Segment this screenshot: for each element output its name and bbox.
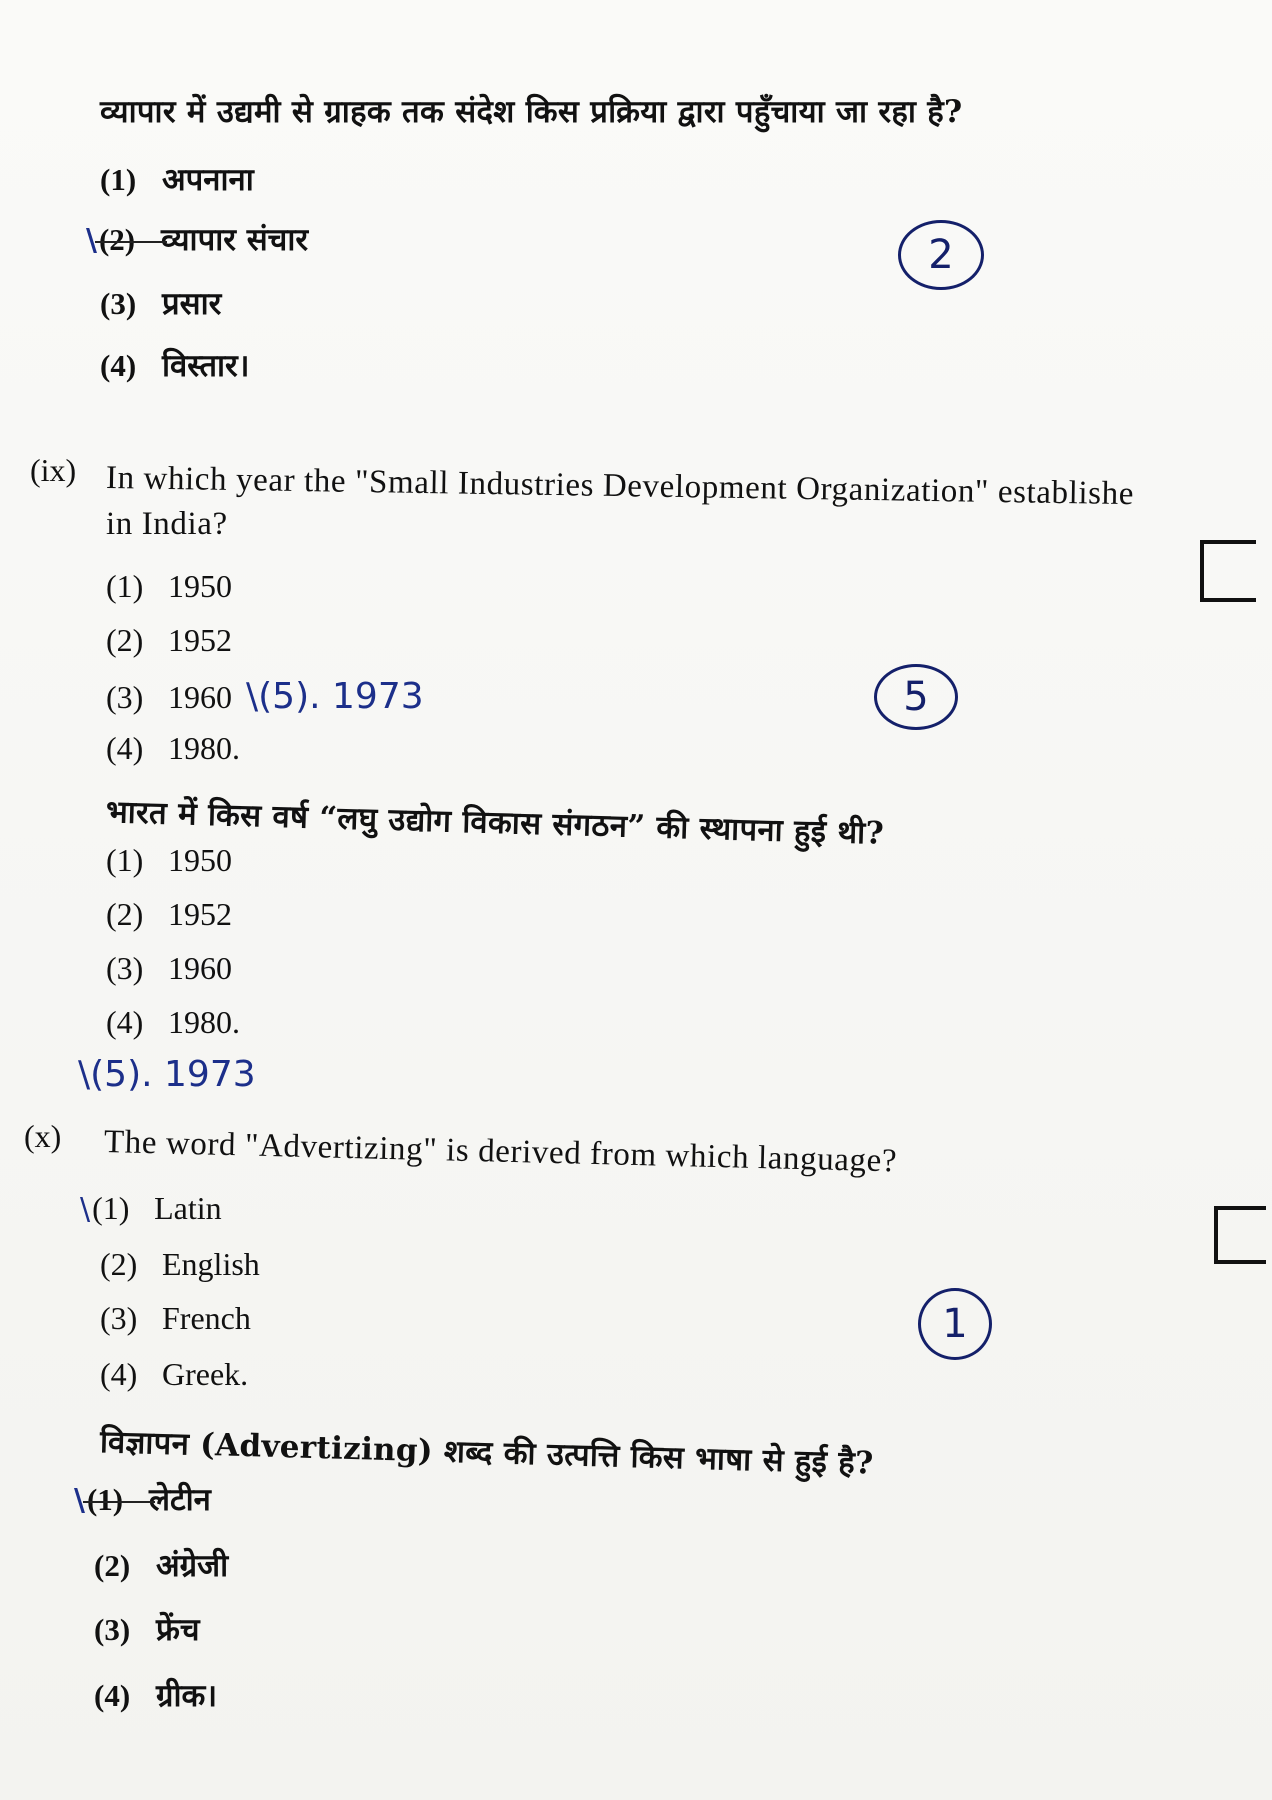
marks-box <box>1200 540 1256 602</box>
q8-hindi-question: व्यापार में उद्यमी से ग्राहक तक संदेश किस प्रक्रिया द्वारा पहुँचाया जा रहा है? <box>100 94 963 130</box>
option-text: Latin <box>154 1190 222 1226</box>
q9-english-question-line2: in India? <box>106 506 228 542</box>
option-text: 1950 <box>168 842 232 878</box>
q10-en-option-1 <box>80 1190 222 1227</box>
q10-hi-option-4 <box>94 1674 217 1716</box>
option-text: 1980. <box>168 1004 240 1040</box>
option-text: अपनाना <box>162 162 254 198</box>
option-text: विस्तार। <box>162 348 250 384</box>
option-text: फ्रेंच <box>156 1612 200 1648</box>
option-number: (2) <box>106 622 144 658</box>
circled-answer: 5 <box>874 664 958 730</box>
option-number: (3) <box>100 286 137 321</box>
option-number: (1) <box>87 1482 149 1518</box>
q10-hi-option-1 <box>74 1478 211 1520</box>
q8-option-4 <box>100 344 249 386</box>
option-text: 1960 <box>168 679 232 715</box>
option-number: (3) <box>100 1300 138 1336</box>
q10-en-option-4 <box>100 1356 248 1393</box>
q10-hi-option-3 <box>94 1608 200 1650</box>
option-number: (1) <box>92 1190 130 1226</box>
q8-option-2 <box>86 218 308 260</box>
option-text: Greek. <box>162 1356 249 1392</box>
option-number: (1) <box>100 162 137 197</box>
option-text: French <box>162 1300 251 1336</box>
option-text: लेटीन <box>148 1482 211 1518</box>
q9-en-option-1 <box>106 568 232 605</box>
circled-answer: 2 <box>898 220 984 290</box>
option-text: 1952 <box>168 622 232 658</box>
option-number: (3) <box>106 950 144 986</box>
handwritten-answer: \(5). 1973 <box>246 676 424 717</box>
option-text: ग्रीक। <box>156 1678 218 1714</box>
option-text: English <box>162 1246 260 1282</box>
q9-en-option-3 <box>106 676 424 717</box>
q9-en-option-2 <box>106 622 232 659</box>
option-text: 1960 <box>168 950 232 986</box>
option-text: 1980. <box>168 730 240 766</box>
q8-option-3 <box>100 282 221 324</box>
option-number: (4) <box>100 1356 138 1392</box>
q10-english-question: The word "Advertizing" is derived from which language? <box>103 1124 898 1180</box>
circled-answer: 1 <box>918 1288 992 1360</box>
option-text: अंग्रेजी <box>156 1548 229 1584</box>
q8-option-1 <box>100 158 254 200</box>
q9-number: (ix) <box>30 452 77 488</box>
tick-mark: \ <box>80 1192 91 1227</box>
q10-hindi-question: विज्ञापन (Advertizing) शब्द की उत्पत्ति किस भाषा से हुई है? <box>99 1424 875 1482</box>
option-text: व्यापार संचार <box>160 222 309 258</box>
q9-en-option-4 <box>106 730 240 767</box>
tick-mark: \ <box>86 223 97 258</box>
option-text: 1952 <box>168 896 232 932</box>
marks-box <box>1214 1206 1266 1264</box>
option-number: (2) <box>99 222 161 258</box>
option-number: (1) <box>106 568 144 604</box>
q9-hi-option-3 <box>106 950 232 987</box>
q10-en-option-3 <box>100 1300 251 1337</box>
tick-mark: \ <box>74 1483 85 1518</box>
option-number: (4) <box>106 730 144 766</box>
q9-english-question-line1: In which year the "Small Industries Development Organization" establishe <box>105 460 1135 513</box>
option-number: (3) <box>106 679 144 715</box>
option-number: (4) <box>100 348 137 383</box>
option-number: (3) <box>94 1612 131 1647</box>
q9-hi-option-1 <box>106 842 232 879</box>
handwritten-answer: \(5). 1973 <box>78 1054 256 1095</box>
option-text: प्रसार <box>162 286 222 322</box>
option-number: (4) <box>94 1678 131 1713</box>
option-text: 1950 <box>168 568 232 604</box>
option-number: (2) <box>106 896 144 932</box>
option-number: (4) <box>106 1004 144 1040</box>
q10-number: (x) <box>24 1118 62 1154</box>
q9-hi-option-4 <box>106 1004 240 1041</box>
q9-hindi-question: भारत में किस वर्ष “लघु उद्योग विकास संगठन” की स्थापना हुई थी? <box>105 794 885 852</box>
q10-hi-option-2 <box>94 1544 228 1586</box>
option-number: (2) <box>100 1246 138 1282</box>
q9-hi-option-2 <box>106 896 232 933</box>
q10-en-option-2 <box>100 1246 260 1283</box>
option-number: (1) <box>106 842 144 878</box>
option-number: (2) <box>94 1548 131 1583</box>
